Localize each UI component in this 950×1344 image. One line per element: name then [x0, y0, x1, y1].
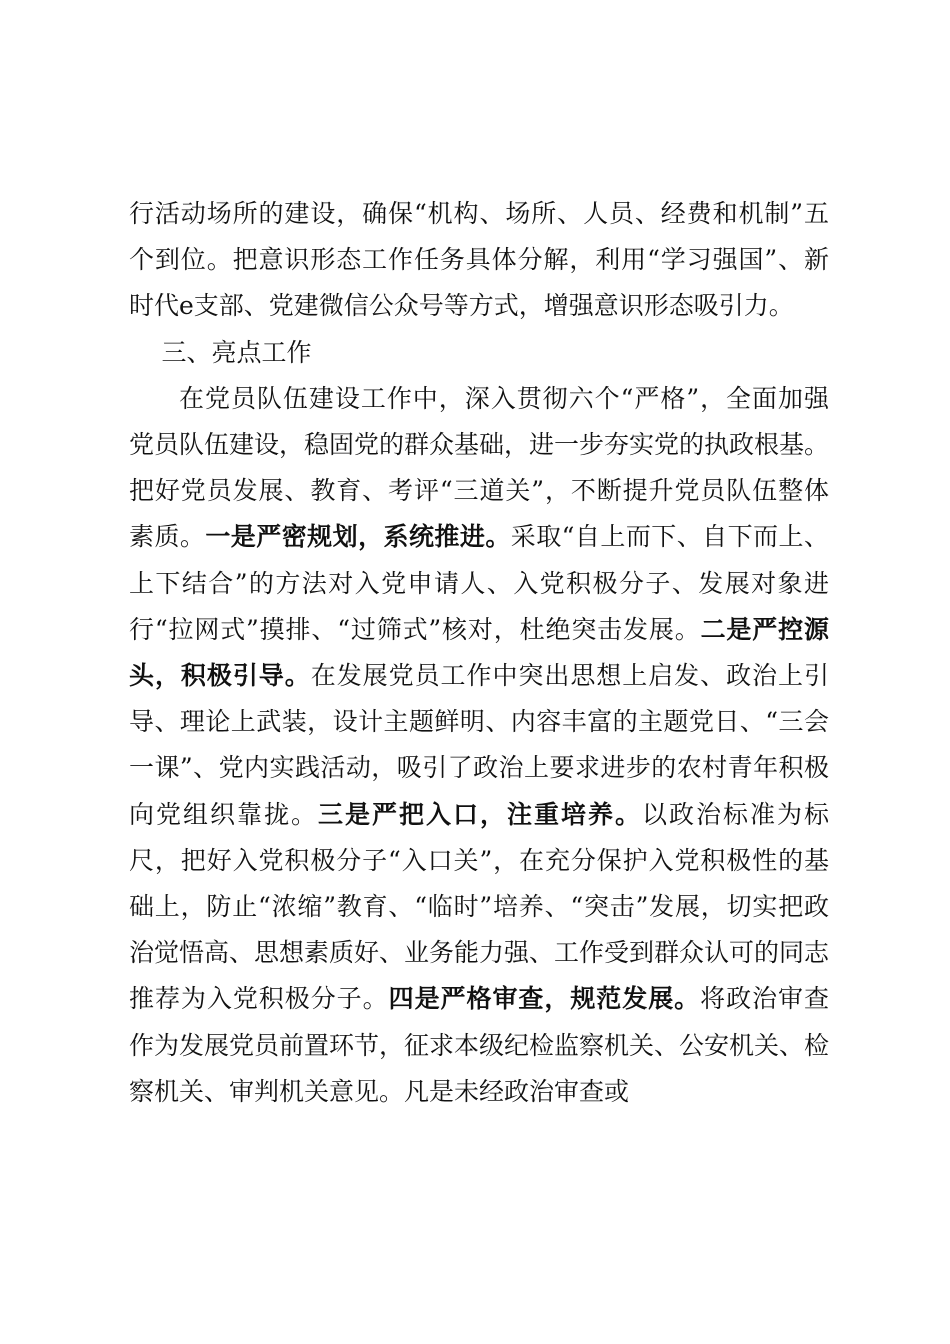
- point3-text: 以政治标准为标尺，把好入党积极分子“入口关”，在充分保护入党积极性的基础上，防止“浓缩”教育、“临时”培养、“突击”发展，切实把政治觉悟高、思想素质好、业务能力强、工作受到群众认可的同志推荐为入党积极分子。: [129, 799, 830, 1014]
- document-body: [129, 191, 829, 1115]
- section-heading: 三、亮点工作: [161, 337, 312, 367]
- point1-title: 一是严密规划，系统推进。: [205, 522, 511, 552]
- point4-title: 四是严格审查，规范发展。: [388, 984, 701, 1014]
- point4-text: 将政治审查作为发展党员前置环节，征求本级纪检监察机关、公安机关、检察机关、审判机关意见。凡是未经政治审查或: [129, 984, 830, 1106]
- continuation-paragraph: [129, 191, 829, 330]
- point1-text: 采取“自上而下、自下而上、上下结合”的方法对入党申请人、入党积极分子、发展对象进行“拉网式”摸排、“过筛式”核对，杜绝突击发展。: [129, 522, 829, 644]
- highlight-paragraph: [129, 376, 829, 1115]
- point3-title: 三是严把入口，注重培养。: [318, 799, 642, 829]
- intro-text: 在党员队伍建设工作中，深入贯彻六个“严格”，全面加强党员队伍建设，稳固党的群众基础，进一步夯实党的执政根基。把好党员发展、教育、考评“三道关”，不断提升党员队伍整体素质。: [129, 383, 830, 552]
- point2-title: 二是严控源头，积极引导。: [129, 614, 829, 691]
- continuation-text: 行活动场所的建设，确保“机构、场所、人员、经费和机制”五个到位。把意识形态工作任务具体分解，利用“学习强国”、新时代e支部、党建微信公众号等方式，增强意识形态吸引力。: [129, 199, 829, 321]
- point2-text: 在发展党员工作中突出思想上启发、政治上引导、理论上武装，设计主题鲜明、内容丰富的主题党日、“三会一课”、党内实践活动，吸引了政治上要求进步的农村青年积极向党组织靠拢。: [129, 661, 829, 829]
